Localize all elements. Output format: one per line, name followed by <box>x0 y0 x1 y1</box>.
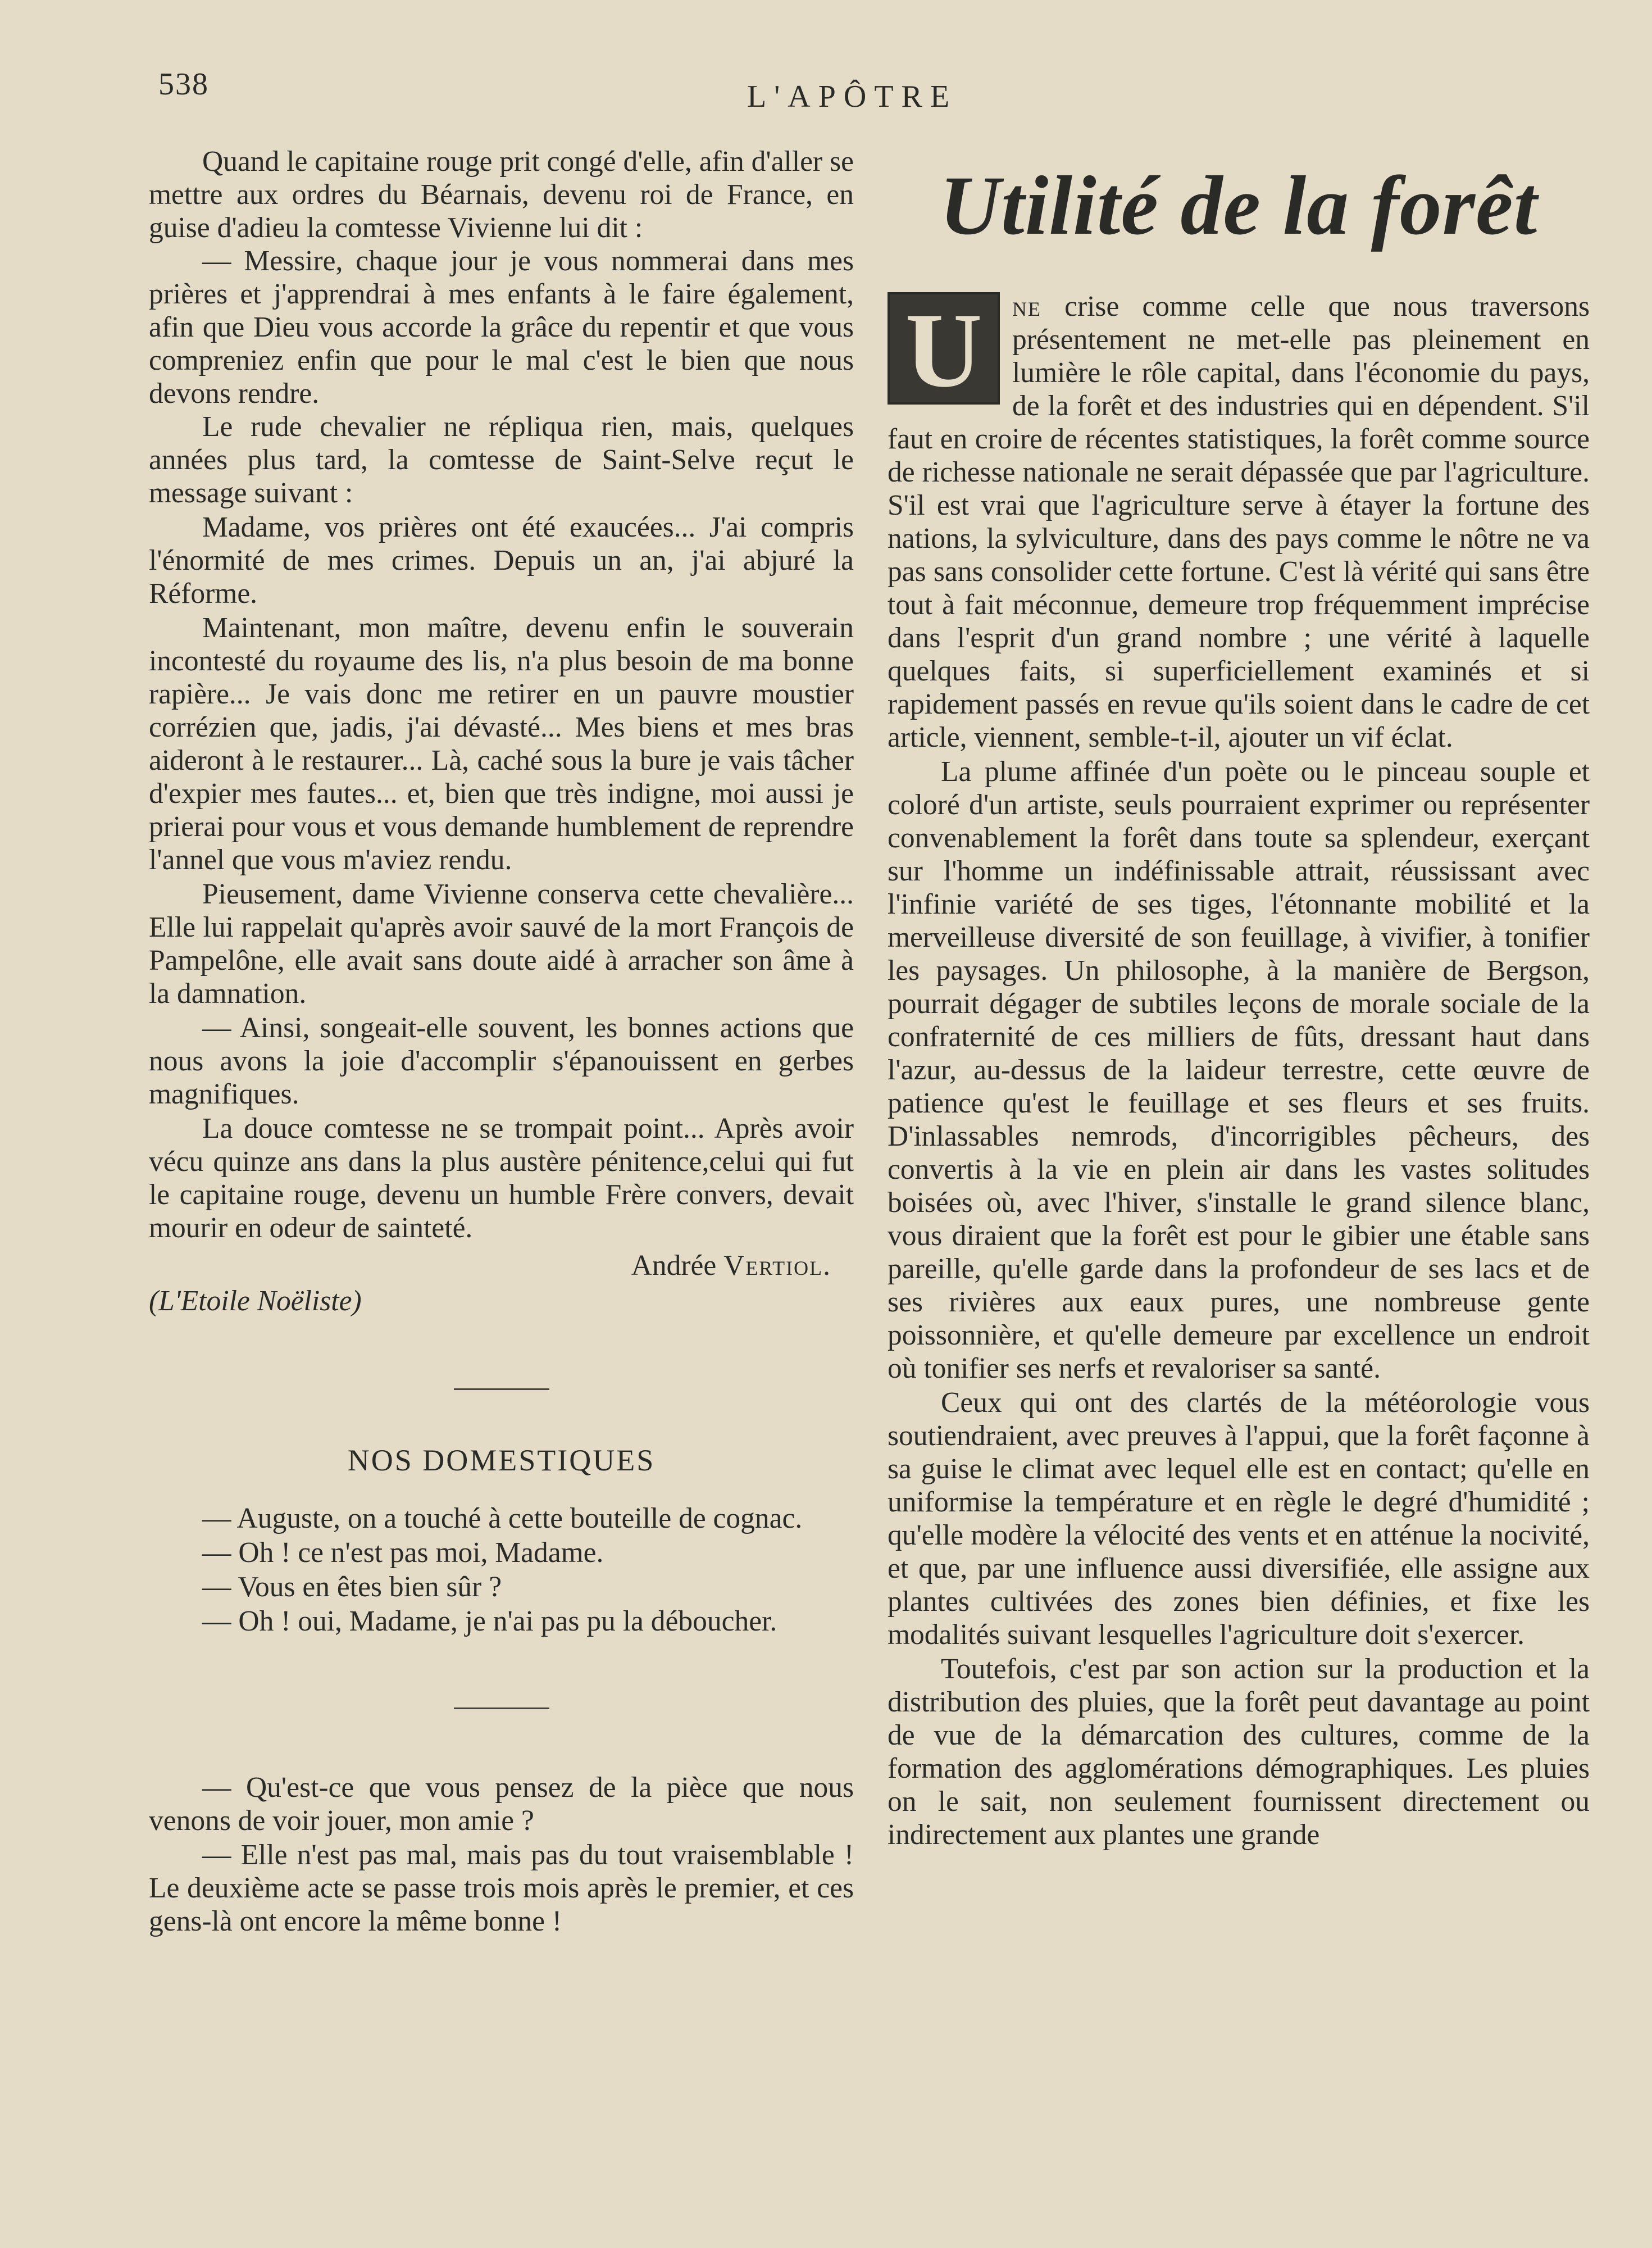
paragraph: — Messire, chaque jour je vous nommerai dans mes prières et j'apprendrai à mes enfants à le faire également, afin que Dieu vous accorde la grâce du repentir et que vous compreniez enfin que pour le mal c'est le bien que nous devons rendre. <box>149 245 854 410</box>
paragraph: Ceux qui ont des clartés de la météorologie vous soutiendraient, avec preuves à l'appui, que la forêt façonne à sa guise le climat avec lequel elle est en contact; qu'elle en uniformise la température et en règle le degré d'humidité ; qu'elle modère la vélocité des vents et en atténue la nocivité, et que, par une influence aussi diversifiée, elle assigne aux plantes cultivées des zones bien définies, et fixe les modalités suivant lesquelles l'agriculture doit s'exercer. <box>888 1387 1590 1651</box>
section-title: NOS DOMESTIQUES <box>347 1443 656 1477</box>
author-last-name: Vertiol. <box>723 1250 831 1282</box>
author-signature <box>149 1249 854 1282</box>
dialogue-line: — Elle n'est pas mal, mais pas du tout vraisemblable ! Le deuxième acte se passe trois mois après le premier, et ces gens-là ont encore la même bonne ! <box>149 1839 854 1937</box>
paragraph: Pieusement, dame Vivienne conserva cette chevalière... Elle lui rappelait qu'après avoir sauvé de la mort François de Pampelône, elle avait sans doute aidé à arracher son âme à la damnation. <box>149 878 854 1010</box>
paragraph: La plume affinée d'un poète ou le pinceau souple et coloré d'un artiste, seuls pourraient exprimer ou représenter convenablement la forêt dans toute sa splendeur, exerçant sur l'homme un indéfinissable attrait, réussissant avec l'infinie variété de ses tiges, l'étonnante mobilité et la merveilleuse diversité de son feuillage, à vivifier, à tonifier les paysages. Un philosophe, à la manière de Bergson, pourrait dégager de subtiles leçons de morale sociale de la confraternité de ces milliers de fûts, dressant haut dans l'azur, au-dessus de la laideur terrestre, cette œuvre de patience qu'est le feuillage et ses fleurs et ses fruits. D'inlassables nemrods, d'incorrigibles pêcheurs, des convertis à la vie en plein air dans les vastes solitudes boisées où, avec l'hiver, s'installe le grand silence blanc, vous diraient que la forêt est pour le gibier une étable sans pareille, qu'elle garde dans la profondeur de ses lacs et de ses rivières aux eaux pures, une nombreuse gente poissonnière, et qu'elle demeure par excellence un endroit où tonifier ses nerfs et revaloriser sa santé. <box>888 756 1590 1384</box>
paragraph: Toutefois, c'est par son action sur la production et la distribution des pluies, que la forêt peut davantage au point de vue de la démarcation des cultures, comme de la formation des agglomérations démographiques. Les pluies on le sait, non seulement fournissent directement ou indirectement aux plantes une grande <box>888 1653 1590 1851</box>
dialogue-line: — Oh ! oui, Madame, je n'ai pas pu la déboucher. <box>202 1605 777 1637</box>
paragraph: — Ainsi, songeait-elle souvent, les bonnes actions que nous avons la joie d'accomplir s'épanouissent en gerbes magnifiques. <box>149 1012 854 1110</box>
section-divider <box>454 1388 549 1390</box>
right-column <box>888 145 1590 1851</box>
paragraph-text: crise comme celle que nous traversons présentement ne met-elle pas pleinement en lumière le rôle capital, dans l'économie du pays, de la forêt et des industries qui en dépendent. S'il faut en croire de récentes statistiques, la forêt comme source de richesse nationale ne serait dépassée que par l'agriculture. S'il est vrai que l'agriculture serve à étayer la fortune des nations, la sylviculture, dans des pays comme le nôtre ne va pas sans consolider cette fortune. C'est là vérité qui sans être tout à fait méconnue, demeure trop fréquemment imprécise dans l'esprit d'un grand nombre ; une vérité à laquelle quelques faits, si superficiellement examinés et si rapidement passés en revue qu'ils soient dans le cadre de cet article, viennent, semble-t-il, ajouter un vif éclat. <box>888 290 1590 753</box>
drop-cap: U <box>888 292 1000 405</box>
paragraph: Le rude chevalier ne répliqua rien, mais, quelques années plus tard, la comtesse de Saint-Selve reçut le message suivant : <box>149 411 854 509</box>
section-divider <box>454 1707 549 1709</box>
left-column <box>149 145 854 1938</box>
paragraph: Maintenant, mon maître, devenu enfin le souverain incontesté du royaume des lis, n'a plus besoin de ma bonne rapière... Je vais donc me retirer en un pauvre moustier corrézien que, jadis, j'ai dévasté... Mes biens et mes bras aideront à le restaurer... Là, caché sous la bure je vais tâcher d'expier mes fautes... et, bien que très indigne, moi aussi je prierai pour vous et vous demande humblement de reprendre l'annel que vous m'aviez rendu. <box>149 612 854 876</box>
source-citation: (L'Etoile Noëliste) <box>149 1285 362 1317</box>
dialogue-line: — Oh ! ce n'est pas moi, Madame. <box>202 1537 604 1569</box>
paragraph <box>888 290 1590 754</box>
paragraph: La douce comtesse ne se trompait point... Après avoir vécu quinze ans dans la plus austère pénitence,celui qui fut le capitaine rouge, devenu un humble Frère convers, devait mourir en odeur de sainteté. <box>149 1112 854 1244</box>
article-title: Utilité de la forêt <box>939 159 1538 252</box>
lead-small-caps: ne <box>1012 290 1041 323</box>
paragraph: Madame, vos prières ont été exaucées... J'ai compris l'énormité de mes crimes. Depuis un an, j'ai abjuré la Réforme. <box>149 511 854 610</box>
dialogue-line: — Auguste, on a touché à cette bouteille de cognac. <box>202 1502 803 1534</box>
author-first-name: Andrée <box>631 1250 717 1282</box>
dialogue-line: — Qu'est-ce que vous pensez de la pièce que nous venons de voir jouer, mon amie ? <box>149 1772 854 1837</box>
paragraph: Quand le capitaine rouge prit congé d'elle, afin d'aller se mettre aux ordres du Béarnais, devenu roi de France, en guise d'adieu la comtesse Vivienne lui dit : <box>149 146 854 244</box>
dialogue-line: — Vous en êtes bien sûr ? <box>202 1571 502 1603</box>
page-number: 538 <box>158 67 209 102</box>
running-head: L'APÔTRE <box>747 79 958 114</box>
